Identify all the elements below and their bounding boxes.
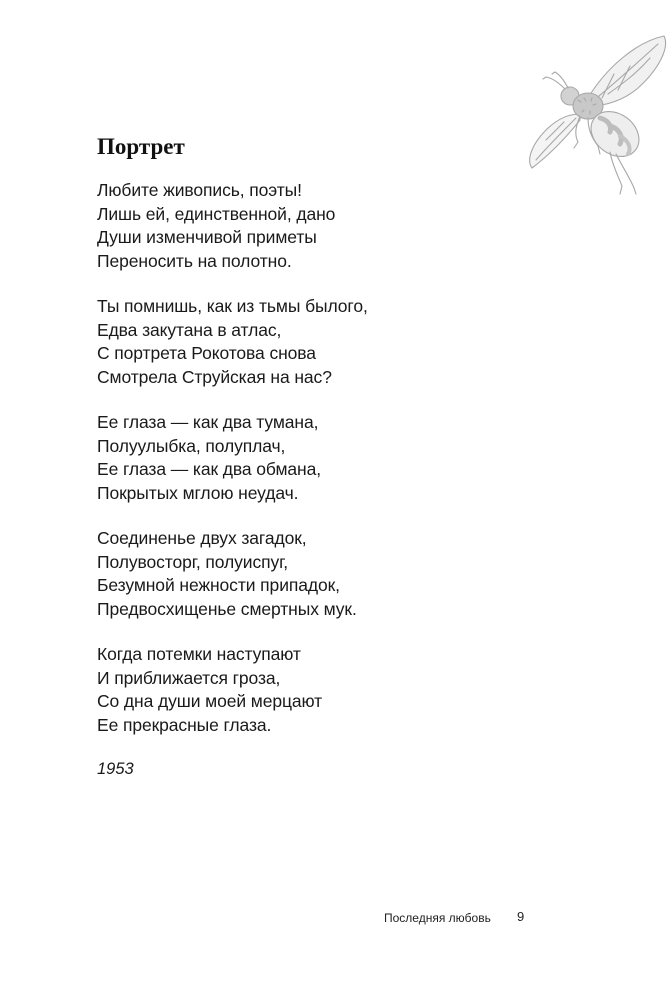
- poem-line: Покрытых мглою неудач.: [97, 482, 299, 503]
- stanza: [97, 411, 567, 505]
- poem-line: Безумной нежности припадок,: [97, 575, 340, 595]
- stanza: [97, 643, 567, 737]
- poem-year: 1953: [97, 760, 134, 778]
- stanza: [97, 179, 567, 273]
- poem-line: Полуулыбка, полуплач,: [97, 435, 286, 456]
- poem-line: Со дна души моей мерцают: [97, 691, 323, 711]
- stanza: [97, 527, 567, 621]
- poem-line: Соединенье двух загадок,: [97, 528, 307, 548]
- poem-line: Смотрела Струйская на нас?: [97, 366, 332, 387]
- poem-line: Ее глаза — как два тумана,: [97, 412, 319, 432]
- poem-line: И приближается гроза,: [97, 667, 281, 688]
- page-number: 9: [517, 909, 525, 924]
- poem-body: [97, 179, 567, 780]
- stanza: [97, 295, 567, 389]
- poem-line: Полувосторг, полуиспуг,: [97, 551, 289, 572]
- poem-line: Души изменчивой приметы: [97, 227, 317, 247]
- poem-line: Предвосхищенье смертных мук.: [97, 598, 357, 619]
- bee-icon: [518, 28, 668, 198]
- poem-line: Ее прекрасные глаза.: [97, 714, 272, 735]
- poem-line: Когда потемки наступают: [97, 644, 301, 664]
- poem-line: Лишь ей, единственной, дано: [97, 203, 336, 224]
- poem-title: Портрет: [97, 134, 185, 159]
- poem-line: Ее глаза — как два обмана,: [97, 459, 321, 479]
- poem-line: Едва закутана в атлас,: [97, 319, 282, 340]
- poem-line: С портрета Рокотова снова: [97, 343, 316, 363]
- running-footer-book-title: Последняя любовь: [384, 911, 491, 925]
- poem-line: Переносить на полотно.: [97, 250, 292, 271]
- poem-line: Любите живопись, поэты!: [97, 180, 302, 200]
- poem-line: Ты помнишь, как из тьмы былого,: [97, 296, 368, 316]
